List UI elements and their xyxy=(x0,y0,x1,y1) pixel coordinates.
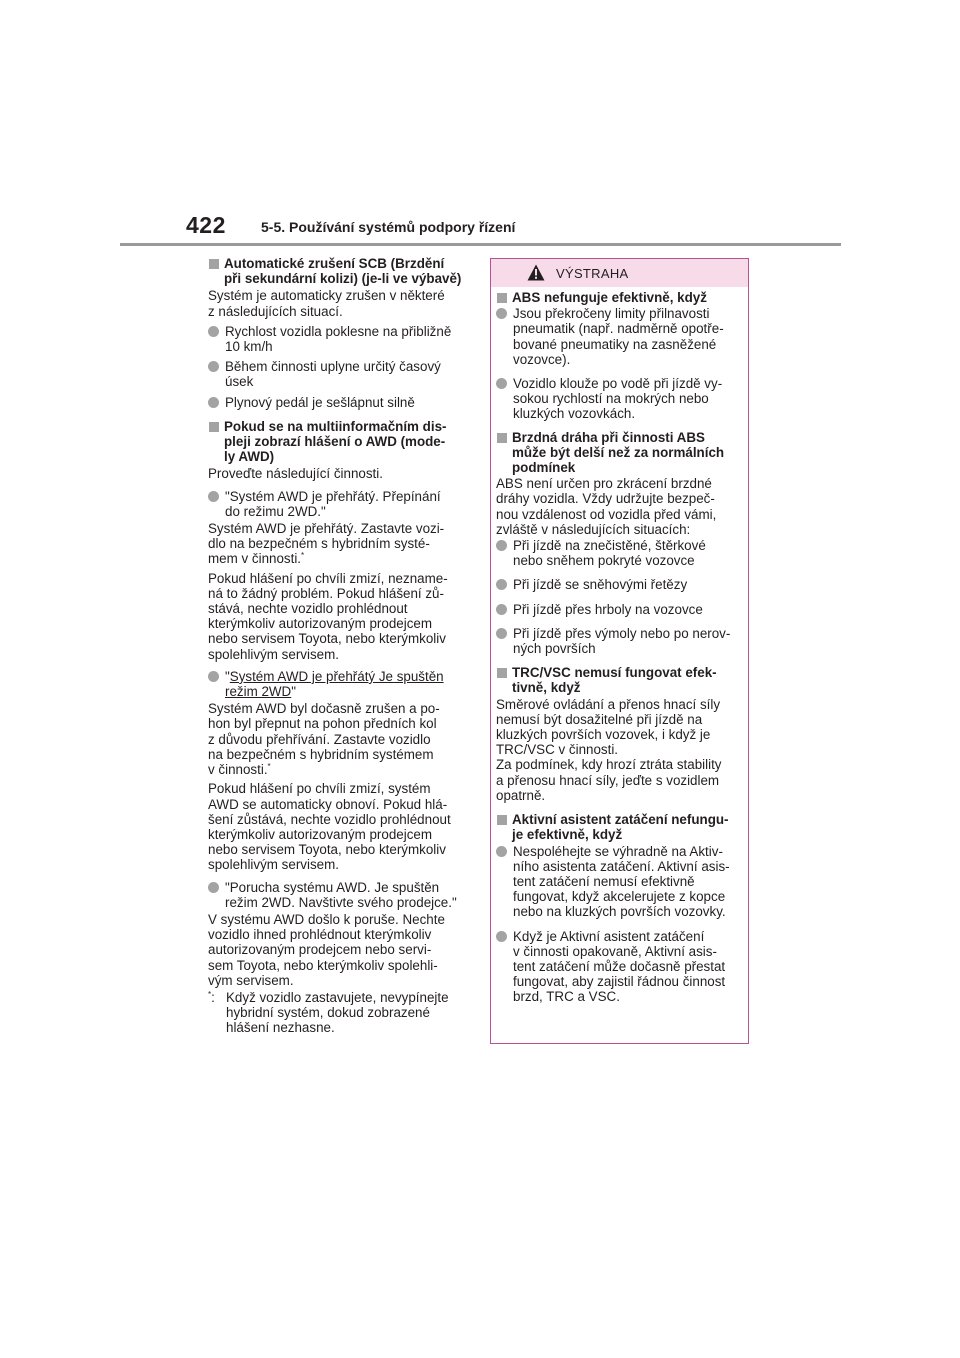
circle-bullet-icon xyxy=(496,628,507,639)
warning-header xyxy=(491,259,748,287)
paragraph: Proveďte následující činnosti. xyxy=(208,466,383,482)
section-heading-awd: Pokud se na multiinformačním dis- pleji zobrazí hlášení o AWD (mode- ly AWD) xyxy=(208,419,470,465)
list-item: Vozidlo klouže po vodě při jízdě vy- sokou rychlostí na mokrých nebo kluzkých vozovkách. xyxy=(496,376,746,422)
footnote-marker: * xyxy=(301,551,305,561)
paragraph: ABS není určen pro zkrácení brzdné dráhy vozidla. Vždy udržujte bezpeč- nou vzdálenost od vozidla před vámi, zvláště v následujících situacích: xyxy=(496,476,717,537)
section-heading-braking: Brzdná dráha při činnosti ABS může být delší než za normálních podmínek xyxy=(496,430,746,476)
list-item: Když je Aktivní asistent zatáčení v činnosti opakovaně, Aktivní asis- tent zatáčení může dočasně přestat fungovat, aby zajistil řádnou činnost brzd, TRC a VSC. xyxy=(496,929,746,1005)
header-divider xyxy=(120,243,841,246)
warning-title: VÝSTRAHA xyxy=(556,266,629,281)
section-heading-scb: Automatické zrušení SCB (Brzdění při sekundární kolizi) (je-li ve výbavě) xyxy=(208,256,470,286)
message-link[interactable]: Systém AWD je přehřátý Je spuštěn xyxy=(229,668,444,684)
circle-bullet-icon xyxy=(496,604,507,615)
circle-bullet-icon xyxy=(496,579,507,590)
section-heading-steering-assist: Aktivní asistent zatáčení nefungu- je efektivně, když xyxy=(496,812,746,842)
circle-bullet-icon xyxy=(208,326,219,337)
circle-bullet-icon xyxy=(208,491,219,502)
circle-bullet-icon xyxy=(496,931,507,942)
section-heading-abs: ABS nefunguje efektivně, když xyxy=(496,290,746,305)
paragraph: Systém AWD byl dočasně zrušen a po- hon byl přepnut na pohon předních kol z důvodu přehřívání. Zastavte vozidlo na bezpečném s hybridním systémem v činnosti.* xyxy=(208,701,440,778)
list-item: "Systém AWD je přehřátý Je spuštěn režim 2WD" xyxy=(208,669,470,699)
list-item: Jsou překročeny limity přilnavosti pneumatik (např. nadměrně opotře- bované pneumatiky na zasněžené vozovce). xyxy=(496,306,746,367)
paragraph: Pokud hlášení po chvíli zmizí, nezname- ná to žádný problém. Pokud hlášení zů- stává, nechte vozidlo prohlédnout kterýmkoliv autorizovaným prodejcem nebo servisem Toyota, nebo kterýmkoliv spolehlivým servisem. xyxy=(208,570,448,662)
paragraph: V systému AWD došlo k poruše. Nechte vozidlo ihned prohlédnout kterýmkoliv autorizovaným prodejcem nebo servi- sem Toyota, nebo kterýmkoliv spolehli- vým servisem. xyxy=(208,911,445,988)
square-bullet-icon xyxy=(497,668,507,678)
section-heading-trc-vsc: TRC/VSC nemusí fungovat efek- tivně, když xyxy=(496,665,746,695)
page-number: 422 xyxy=(186,212,226,238)
square-bullet-icon xyxy=(497,433,507,443)
circle-bullet-icon xyxy=(496,540,507,551)
list-item: Při jízdě na znečistěné, štěrkové nebo sněhem pokryté vozovce xyxy=(496,538,746,568)
left-column xyxy=(208,256,470,1036)
square-bullet-icon xyxy=(497,815,507,825)
circle-bullet-icon xyxy=(208,361,219,372)
circle-bullet-icon xyxy=(208,882,219,893)
list-item: Při jízdě přes hrboly na vozovce xyxy=(496,602,746,617)
square-bullet-icon xyxy=(209,259,219,269)
footnote-marker: * xyxy=(267,762,271,772)
list-item: "Systém AWD je přehřátý. Přepínání do režimu 2WD." xyxy=(208,489,470,519)
circle-bullet-icon xyxy=(208,397,219,408)
list-item: Rychlost vozidla poklesne na přibližně 10 km/h xyxy=(208,324,470,354)
paragraph: Systém AWD je přehřátý. Zastavte vozi- dlo na bezpečném s hybridním systé- mem v činnosti.* xyxy=(208,521,445,567)
warning-content xyxy=(496,286,746,1005)
paragraph: Směrové ovládání a přenos hnací síly nemusí být dosažitelné při jízdě na kluzkých površích vozovek, i když je TRC/VSC v činnosti. Za podmínek, kdy hrozí ztráta stability a přenosu hnací síly, jeďte s vozidlem opatrně. xyxy=(496,696,722,803)
list-item: "Porucha systému AWD. Je spuštěn režim 2WD. Navštivte svého prodejce." xyxy=(208,880,470,910)
square-bullet-icon xyxy=(209,422,219,432)
list-item: Nespoléhejte se výhradně na Aktiv- ního asistenta zatáčení. Aktivní asis- tent zatáčení nemusí efektivně fungovat, když akcelerujete z kopce nebo na kluzkých površích vozovky. xyxy=(496,844,746,920)
circle-bullet-icon xyxy=(208,671,219,682)
list-item: Plynový pedál je sešlápnut silně xyxy=(208,395,470,410)
square-bullet-icon xyxy=(497,293,507,303)
footnote: *: Když vozidlo zastavujete, nevypínejte hybridní systém, dokud zobrazené hlášení nezhasne. xyxy=(208,989,449,1036)
circle-bullet-icon xyxy=(496,846,507,857)
paragraph: Pokud hlášení po chvíli zmizí, systém AWD se automaticky obnoví. Pokud hlá- šení zůstává, nechte vozidlo prohlédnout kterýmkoliv autorizovaným prodejcem nebo servisem Toyota, nebo kterýmkoliv spolehlivým servisem. xyxy=(208,781,451,873)
message-link[interactable]: režim 2WD xyxy=(225,684,292,700)
chapter-title: 5-5. Používání systémů podpory řízení xyxy=(261,219,516,235)
circle-bullet-icon xyxy=(496,378,507,389)
paragraph: Systém je automaticky zrušen v některé z následujících situací. xyxy=(208,288,445,319)
list-item: Při jízdě přes výmoly nebo po nerov- ných površích xyxy=(496,626,746,656)
list-item: Během činnosti uplyne určitý časový úsek xyxy=(208,359,470,389)
warning-triangle-icon xyxy=(527,264,545,281)
circle-bullet-icon xyxy=(496,308,507,319)
list-item: Při jízdě se sněhovými řetězy xyxy=(496,577,746,592)
